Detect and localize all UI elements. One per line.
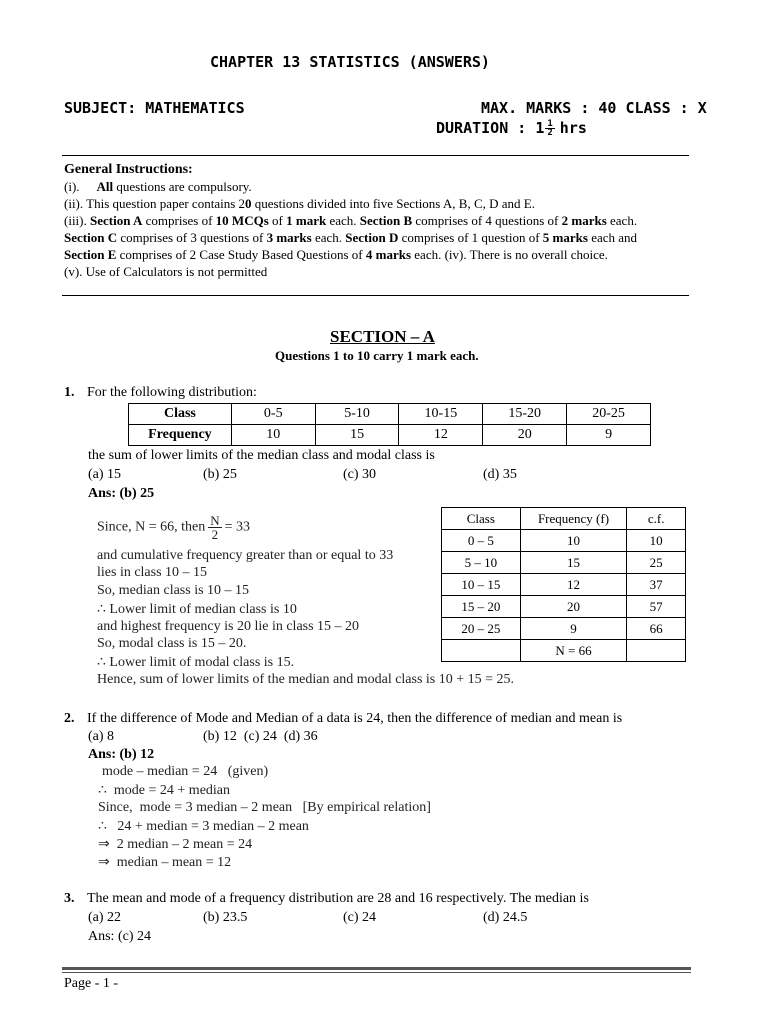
iii-d: 10 MCQs (215, 213, 269, 228)
instruction-ii-a: (ii). This question paper contains 2 (64, 196, 246, 211)
q2-solution-line-4: ∴ 24 + median = 3 median – 2 mean (98, 819, 309, 834)
duration-fraction (545, 120, 554, 137)
table-cell: 37 (627, 574, 686, 596)
table-cell: 15-20 (483, 404, 567, 425)
sol-1-text: Since, N = 66, then (97, 519, 206, 535)
q2-option-a: (a) 8 (88, 729, 115, 744)
table-cell: 0-5 (231, 404, 315, 425)
instruction-iii (64, 212, 637, 229)
instruction-ii-bold: 0 (245, 196, 252, 211)
q2-solution-line-5: ⇒ 2 median – 2 mean = 24 (98, 837, 253, 852)
table-cell: 0 – 5 (442, 530, 521, 552)
table-total-cell: N = 66 (520, 640, 627, 662)
table-header-cell: Class (442, 508, 521, 530)
duration-unit: hrs (559, 119, 587, 137)
page-title: CHAPTER 13 STATISTICS (ANSWERS) (210, 53, 490, 71)
duration-whole: 1 (535, 119, 545, 137)
table-cell: 15 (520, 552, 627, 574)
duration-label (436, 119, 587, 137)
table-cell: 10 (627, 530, 686, 552)
table-row (442, 508, 686, 530)
instruction-ii-b: questions divided into five Sections A, B, C, D and E. (251, 196, 535, 211)
q1-option-d: (d) 35 (483, 467, 517, 482)
subject-label: SUBJECT: MATHEMATICS (64, 99, 245, 117)
q1-solution-line-1 (97, 514, 250, 541)
instruction-i-num: (i). (64, 179, 80, 194)
q2-solution-line-3: Since, mode = 3 median – 2 mean [By empirical relation] (98, 800, 431, 815)
table-row (442, 574, 686, 596)
iii-h: Section B (359, 213, 413, 228)
instructions-title: General Instructions: (64, 162, 193, 177)
sol-1-fraction-den: 2 (211, 527, 219, 542)
table-cell: 20 – 25 (442, 618, 521, 640)
q1-solution-line-6: and highest frequency is 20 lie in class 15 – 20 (97, 619, 360, 634)
table-cell: 10-15 (399, 404, 483, 425)
instruction-ii (64, 195, 535, 212)
q3-answer: Ans: (c) 24 (88, 929, 151, 944)
footer-rule-thick (62, 967, 691, 970)
q1-cf-table (441, 507, 686, 662)
footer-rule-thin (62, 972, 691, 973)
iii-f: 1 mark (286, 213, 327, 228)
table-row (129, 425, 651, 446)
table-cell: 12 (399, 425, 483, 446)
q2-text: If the difference of Mode and Median of a data is 24, then the difference of median and mean is (87, 711, 623, 726)
q3-text: The mean and mode of a frequency distribution are 28 and 16 respectively. The median is (87, 891, 589, 906)
table-cell: 9 (520, 618, 627, 640)
table-row (442, 618, 686, 640)
q2-number: 2. (64, 711, 75, 726)
table-cell: 10 – 15 (442, 574, 521, 596)
q2-solution-line-2: ∴ mode = 24 + median (98, 783, 231, 798)
iii-g: each. (326, 213, 360, 228)
instruction-section-c (64, 229, 637, 246)
instruction-section-e (64, 246, 608, 263)
q1-solution-line-3: lies in class 10 – 15 (97, 565, 208, 580)
table-cell: 9 (567, 425, 651, 446)
c-c: 3 marks (266, 230, 312, 245)
q1-solution-line-4: So, median class is 10 – 15 (97, 583, 250, 598)
iii-b: Section A (90, 213, 143, 228)
q1-solution-line-2: and cumulative frequency greater than or equal to 33 (97, 548, 394, 563)
c-h: each and (587, 230, 638, 245)
table-row (129, 404, 651, 425)
table-cell: 5 – 10 (442, 552, 521, 574)
q3-option-a: (a) 22 (88, 910, 122, 925)
q2-options-bcd: (b) 12 (c) 24 (d) 36 (203, 729, 318, 744)
iii-e: of (268, 213, 287, 228)
instruction-v: (v). Use of Calculators is not permitted (64, 264, 268, 279)
q1-answer: Ans: (b) 25 (88, 486, 155, 501)
q1-text: For the following distribution: (87, 385, 257, 400)
q1-solution-line-9: Hence, sum of lower limits of the median and modal class is 10 + 15 = 25. (97, 672, 515, 687)
iii-j: 2 marks (561, 213, 607, 228)
table-row (442, 552, 686, 574)
table-cell: 66 (627, 618, 686, 640)
max-marks-label: MAX. MARKS : 40 CLASS : X (481, 99, 707, 117)
table-cell: 10 (231, 425, 315, 446)
instructions-rule (62, 295, 689, 296)
sol-1-result: = 33 (224, 519, 251, 535)
e-d: each. (iv). There is no overall choice. (411, 247, 608, 262)
table-cell: 10 (520, 530, 627, 552)
instruction-i-bold: All (96, 179, 114, 194)
c-e: Section D (345, 230, 399, 245)
q1-solution-line-8: ∴ Lower limit of modal class is 15. (97, 655, 295, 670)
e-b: comprises of 2 Case Study Based Questions of (116, 247, 366, 262)
instruction-i (64, 178, 252, 195)
c-a: Section C (64, 230, 118, 245)
page-number: Page - 1 - (64, 976, 119, 991)
table-cell: 5-10 (315, 404, 399, 425)
q1-solution-line-5: ∴ Lower limit of median class is 10 (97, 602, 297, 617)
e-c: 4 marks (365, 247, 412, 262)
q3-number: 3. (64, 891, 75, 906)
sol-1-fraction-num: N (210, 513, 220, 528)
duration-fraction-den: 2 (547, 128, 553, 138)
duration-prefix: DURATION : (436, 119, 536, 137)
table-row (442, 596, 686, 618)
duration-fraction-num: 1 (547, 119, 553, 129)
table-cell: 25 (627, 552, 686, 574)
q1-number: 1. (64, 385, 75, 400)
iii-k: each. (606, 213, 638, 228)
table-cell: 57 (627, 596, 686, 618)
c-g: 5 marks (542, 230, 588, 245)
instruction-i-text: questions are compulsory. (113, 179, 252, 194)
table-cell: 20 (520, 596, 627, 618)
q1-distribution-table (128, 403, 651, 446)
q3-option-c: (c) 24 (343, 910, 377, 925)
table-header-cell: Frequency (f) (520, 508, 627, 530)
iii-a: (iii). (64, 213, 90, 228)
table-cell: 12 (520, 574, 627, 596)
q2-answer: Ans: (b) 12 (88, 747, 155, 762)
q2-solution-line-6: ⇒ median – mean = 12 (98, 855, 232, 870)
q1-solution-line-7: So, modal class is 15 – 20. (97, 636, 247, 651)
q1-question: the sum of lower limits of the median class and modal class is (88, 448, 435, 463)
c-b: comprises of 3 questions of (117, 230, 267, 245)
q1-option-a: (a) 15 (88, 467, 122, 482)
q3-option-b: (b) 23.5 (203, 910, 248, 925)
c-d: each. (311, 230, 346, 245)
section-subtitle: Questions 1 to 10 carry 1 mark each. (275, 348, 479, 363)
e-a: Section E (64, 247, 117, 262)
table-cell: 20-25 (567, 404, 651, 425)
header-rule (62, 155, 689, 156)
table-cell (442, 640, 521, 662)
table-header-cell: c.f. (627, 508, 686, 530)
q3-option-d: (d) 24.5 (483, 910, 528, 925)
iii-i: comprises of 4 questions of (412, 213, 562, 228)
table-cell: Class (129, 404, 232, 425)
c-f: comprises of 1 question of (398, 230, 543, 245)
table-cell (627, 640, 686, 662)
q1-option-c: (c) 30 (343, 467, 377, 482)
table-cell: 20 (483, 425, 567, 446)
table-cell: 15 (315, 425, 399, 446)
table-row (442, 530, 686, 552)
q1-option-b: (b) 25 (203, 467, 237, 482)
iii-c: comprises of (142, 213, 216, 228)
sol-1-fraction (208, 514, 221, 541)
table-row (442, 640, 686, 662)
table-cell: 15 – 20 (442, 596, 521, 618)
table-cell: Frequency (129, 425, 232, 446)
q2-solution-line-1: mode – median = 24 (given) (102, 764, 269, 779)
section-title: SECTION – A (330, 327, 435, 346)
